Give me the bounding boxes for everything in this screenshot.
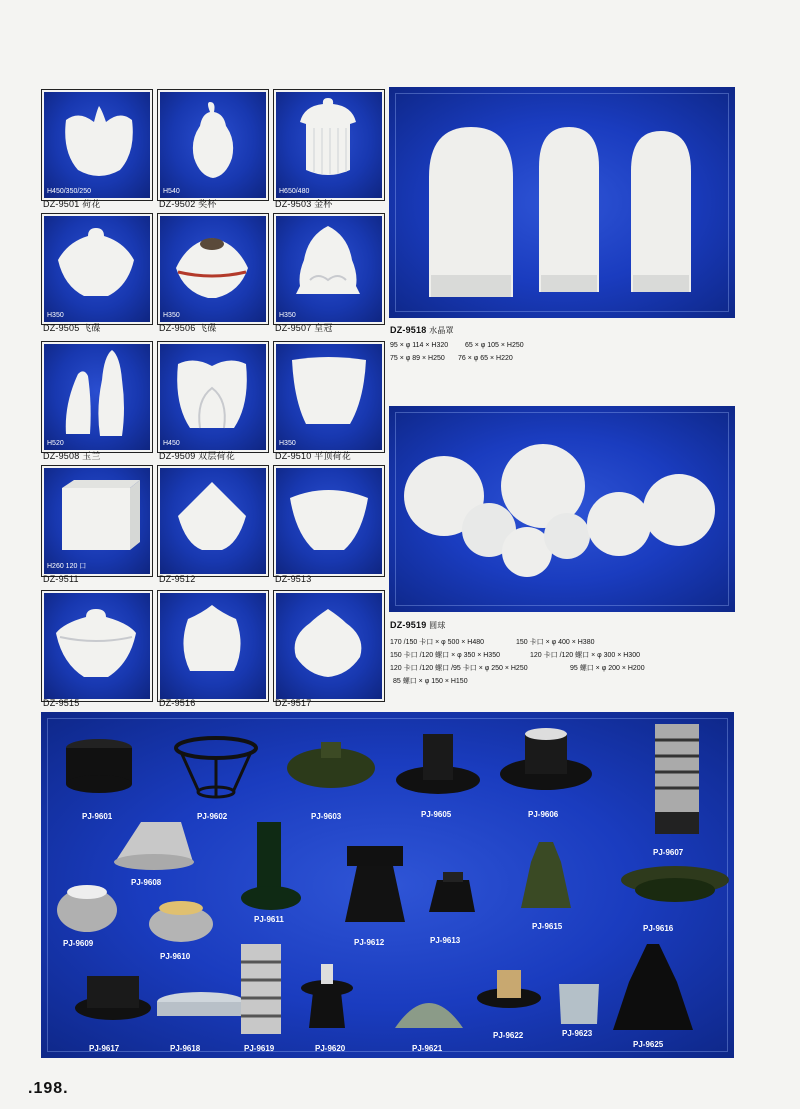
part-label: PJ-9612: [354, 938, 385, 947]
part-label: PJ-9617: [89, 1044, 120, 1053]
part-label: PJ-9606: [528, 810, 559, 819]
caption: DZ-9509 双层荷花: [159, 451, 235, 461]
product-photo-dz-9513: [273, 465, 385, 577]
product-photo-dz-9515: [41, 590, 153, 702]
caption: DZ-9515: [43, 698, 80, 708]
part-label: PJ-9621: [412, 1044, 443, 1053]
dimension-label: H650/480: [279, 188, 310, 195]
caption: DZ-9516: [159, 698, 196, 708]
spec-line: 95 螺口 × φ 200 × H200: [570, 665, 645, 672]
part-label: PJ-9622: [493, 1031, 524, 1040]
spec-line: 120 卡口 /120 螺口 × φ 300 × H300: [530, 652, 640, 659]
feature-caption: DZ-9518 水晶罩: [390, 325, 454, 335]
product-photo-dz-9506: [157, 213, 269, 325]
caption: DZ-9507 皇冠: [275, 323, 333, 333]
part-label: PJ-9613: [430, 936, 461, 945]
spec-line: 150 卡口 × φ 400 × H380: [516, 639, 595, 646]
part-label: PJ-9616: [643, 924, 674, 933]
product-photo-dz-9502: [157, 89, 269, 201]
part-label: PJ-9623: [562, 1029, 593, 1038]
product-photo-dz-9505: [41, 213, 153, 325]
caption: DZ-9510 平顶荷花: [275, 451, 351, 461]
caption: DZ-9513: [275, 574, 312, 584]
spec-line: 95 × φ 114 × H320: [390, 342, 449, 349]
part-label: PJ-9607: [653, 848, 684, 857]
product-photo-dz-9501: [41, 89, 153, 201]
dimension-label: H540: [163, 188, 180, 195]
caption: DZ-9511: [43, 574, 79, 584]
product-photo-dz-9517: [273, 590, 385, 702]
part-label: PJ-9608: [131, 878, 162, 887]
part-label: PJ-9605: [421, 810, 452, 819]
caption: DZ-9508 玉兰: [43, 451, 101, 461]
spec-line: 170 /150 卡口 × φ 500 × H480: [390, 639, 485, 646]
feature-caption: DZ-9519 圆球: [390, 620, 446, 630]
caption: DZ-9502 奖杯: [159, 199, 217, 209]
dimension-label: H450: [163, 440, 180, 447]
part-label: PJ-9615: [532, 922, 563, 931]
dimension-label: H350: [47, 312, 64, 319]
feature-photo-dz-9519: [389, 406, 735, 612]
dimension-label: H260 120 口: [47, 563, 87, 570]
product-photo-dz-9510: [273, 341, 385, 453]
dimension-label: H350: [163, 312, 180, 319]
spec-line: 85 螺口 × φ 150 × H150: [393, 678, 468, 685]
product-photo-dz-9509: [157, 341, 269, 453]
caption: DZ-9517: [275, 698, 312, 708]
product-photo-dz-9512: [157, 465, 269, 577]
product-photo-dz-9508: [41, 341, 153, 453]
spec-line: 76 × φ 65 × H220: [458, 355, 513, 362]
spec-line: 65 × φ 105 × H250: [465, 342, 524, 349]
part-label: PJ-9619: [244, 1044, 275, 1053]
caption: DZ-9506 飞碟: [159, 323, 217, 333]
part-label: PJ-9611: [254, 915, 284, 924]
feature-photo-dz-9518: [389, 87, 735, 318]
spec-line: 150 卡口 /120 螺口 × φ 350 × H350: [390, 652, 500, 659]
dimension-label: H350: [279, 440, 296, 447]
caption: DZ-9501 荷花: [43, 199, 101, 209]
part-label: PJ-9620: [315, 1044, 346, 1053]
spec-line: 120 卡口 /120 螺口 /95 卡口 × φ 250 × H250: [390, 665, 528, 672]
part-label: PJ-9618: [170, 1044, 201, 1053]
caption: DZ-9512: [159, 574, 196, 584]
part-label: PJ-9601: [82, 812, 113, 821]
page-number: .198.: [28, 1080, 69, 1097]
spec-line: 75 × φ 89 × H250: [390, 355, 445, 362]
part-label: PJ-9610: [160, 952, 191, 961]
product-photo-dz-9507: [273, 213, 385, 325]
dimension-label: H350: [279, 312, 296, 319]
caption: DZ-9505 飞碟: [43, 323, 101, 333]
product-photo-dz-9503: [273, 89, 385, 201]
dimension-label: H520: [47, 440, 64, 447]
part-label: PJ-9603: [311, 812, 342, 821]
product-photo-dz-9516: [157, 590, 269, 702]
part-label: PJ-9602: [197, 812, 228, 821]
part-label: PJ-9609: [63, 939, 94, 948]
product-photo-dz-9511: [41, 465, 153, 577]
caption: DZ-9503 金杯: [275, 199, 333, 209]
part-label: PJ-9625: [633, 1040, 664, 1049]
dimension-label: H450/350/250: [47, 188, 91, 195]
